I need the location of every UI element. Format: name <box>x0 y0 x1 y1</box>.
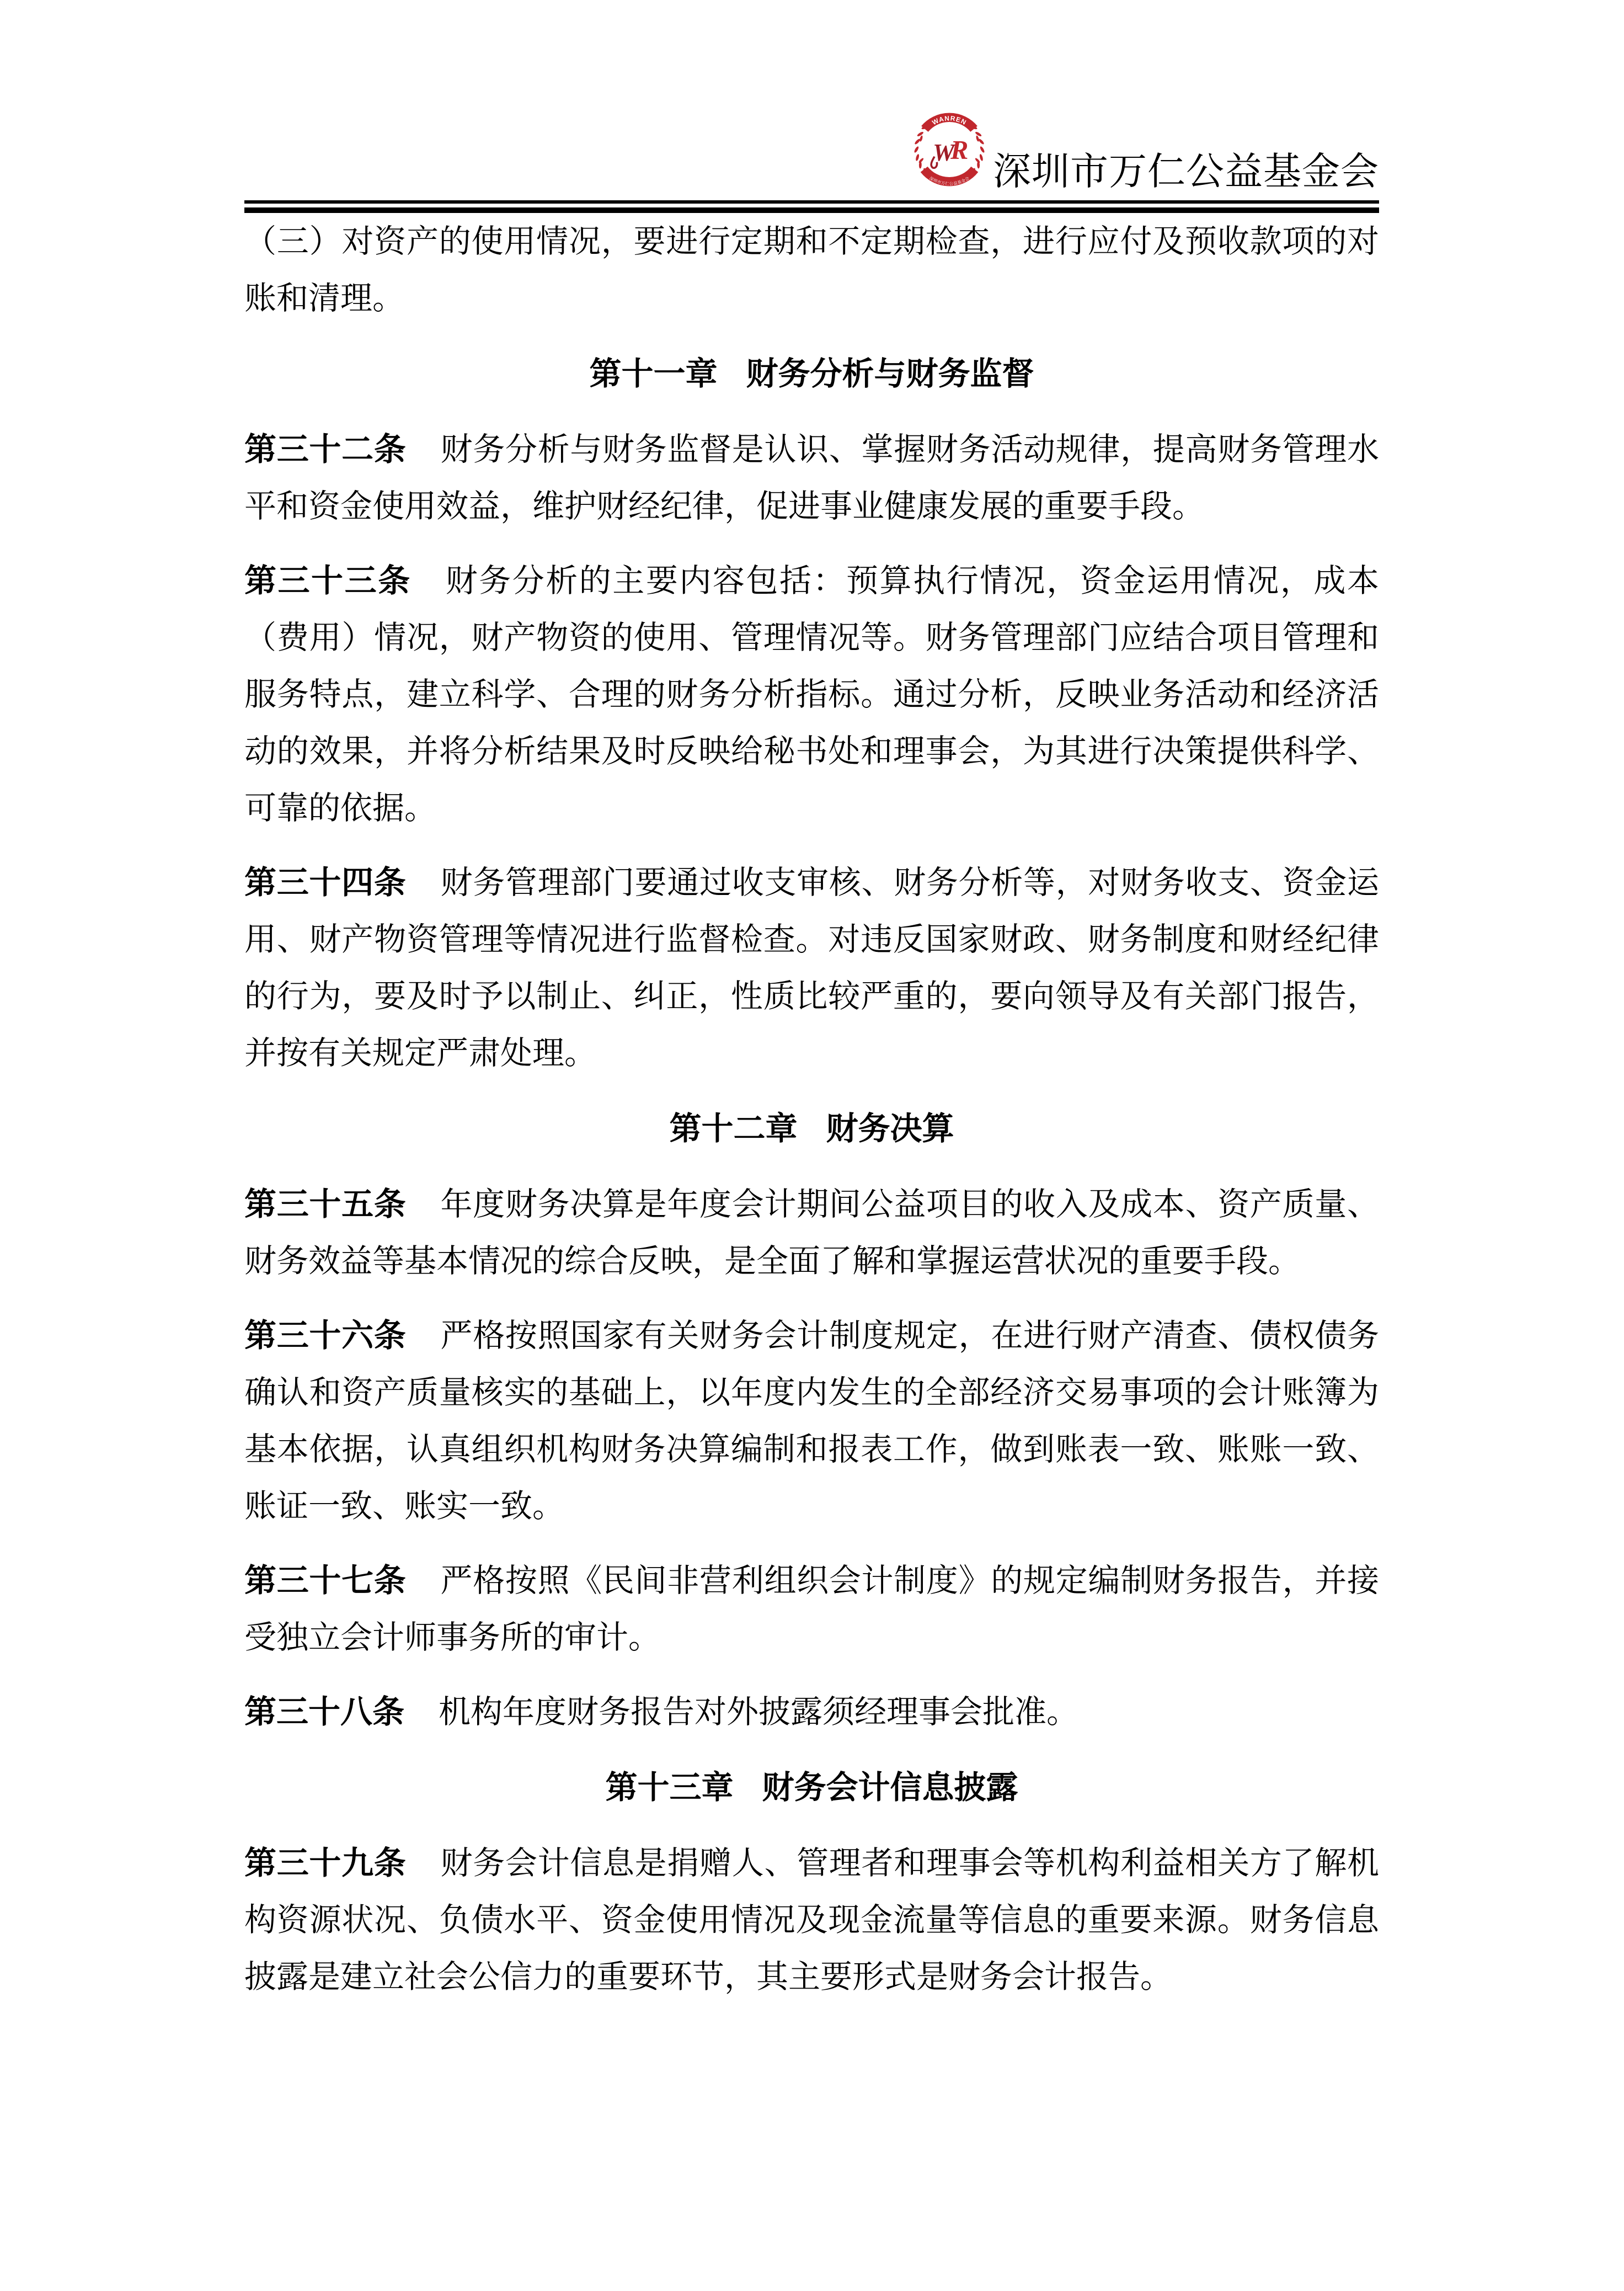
article-term: 第三十八条 <box>244 1694 405 1730</box>
article-paragraph <box>244 1683 1379 1740</box>
article-term: 第三十二条 <box>244 431 407 467</box>
chapter-number: 第十三章 <box>605 1770 734 1805</box>
org-name-title: 深圳市万仁公益基金会 <box>993 151 1379 193</box>
chapter-number: 第十二章 <box>669 1111 798 1147</box>
chapter-number: 第十一章 <box>589 356 718 392</box>
article-text: 年度财务决算是年度会计期间公益项目的收入及成本、资产质量、财务效益等基本情况的综合反映，是全面了解和掌握运营状况的重要手段。 <box>244 1186 1379 1279</box>
chapter-title: 财务分析与财务监督 <box>746 356 1034 392</box>
article-text: 严格按照《民间非营利组织会计制度》的规定编制财务报告，并接受独立会计师事务所的审计。 <box>244 1563 1379 1655</box>
monogram-r: R <box>950 136 969 166</box>
article-text: 财务分析的主要内容包括：预算执行情况，资金运用情况，成本（费用）情况，财产物资的使用、管理情况等。财务管理部门应结合项目管理和服务特点，建立科学、合理的财务分析指标。通过分析，反映业务活动和经济活动的效果，并将分析结果及时反映给秘书处和理事会，为其进行决策提供科学、可靠的依据。 <box>244 563 1379 826</box>
header-double-rule <box>244 200 1379 213</box>
article-text: 财务会计信息是捐赠人、管理者和理事会等机构利益相关方了解机构资源状况、负债水平、资金使用情况及现金流量等信息的重要来源。财务信息披露是建立社会公信力的重要环节，其主要形式是财务会计报告。 <box>244 1845 1379 1995</box>
chapter-title: 财务决算 <box>826 1111 954 1147</box>
article-paragraph <box>244 421 1379 535</box>
article-paragraph <box>244 854 1379 1081</box>
logo-bottom-banner-text: 深圳市万仁公益基金会 <box>928 175 970 187</box>
article-text: 财务分析与财务监督是认识、掌握财务活动规律，提高财务管理水平和资金使用效益，维护财经纪律，促进事业健康发展的重要手段。 <box>244 431 1379 524</box>
monogram-w: W <box>933 138 955 166</box>
article-term: 第三十五条 <box>244 1186 407 1222</box>
article-term: 第三十九条 <box>244 1845 407 1881</box>
article-paragraph <box>244 1552 1379 1666</box>
chapter-heading <box>244 1100 1379 1157</box>
article-text: 财务管理部门要通过收支审核、财务分析等，对财务收支、资金运用、财产物资管理等情况进行监督检查。对违反国家财政、财务制度和财经纪律的行为，要及时予以制止、纠正，性质比较严重的，要向领导及有关部门报告，并按有关规定严肃处理。 <box>244 865 1379 1071</box>
chapter-heading <box>244 1759 1379 1816</box>
article-text: （三）对资产的使用情况，要进行定期和不定期检查，进行应付及预收款项的对账和清理。 <box>244 223 1379 316</box>
article-term: 第三十七条 <box>244 1563 407 1599</box>
article-term: 第三十六条 <box>244 1318 407 1354</box>
article-text: 机构年度财务报告对外披露须经理事会批准。 <box>439 1694 1079 1730</box>
article-paragraph <box>244 1835 1379 2005</box>
article-paragraph <box>244 1176 1379 1290</box>
article-text: 严格按照国家有关财务会计制度规定，在进行财产清查、债权债务确认和资产质量核实的基础上，以年度内发生的全部经济交易事项的会计账簿为基本依据，认真组织机构财务决算编制和报表工作，做到账表一致、账账一致、账证一致、账实一致。 <box>244 1318 1379 1524</box>
article-term: 第三十三条 <box>244 563 412 599</box>
document-body <box>244 213 1379 2023</box>
page-header <box>0 0 1624 221</box>
article-paragraph <box>244 1307 1379 1535</box>
logo-top-banner-text: WANREN <box>931 114 968 127</box>
article-term: 第三十四条 <box>244 865 407 901</box>
body-paragraph <box>244 213 1379 327</box>
article-paragraph <box>244 552 1379 837</box>
chapter-title: 财务会计信息披露 <box>762 1770 1018 1805</box>
chapter-heading <box>244 345 1379 402</box>
